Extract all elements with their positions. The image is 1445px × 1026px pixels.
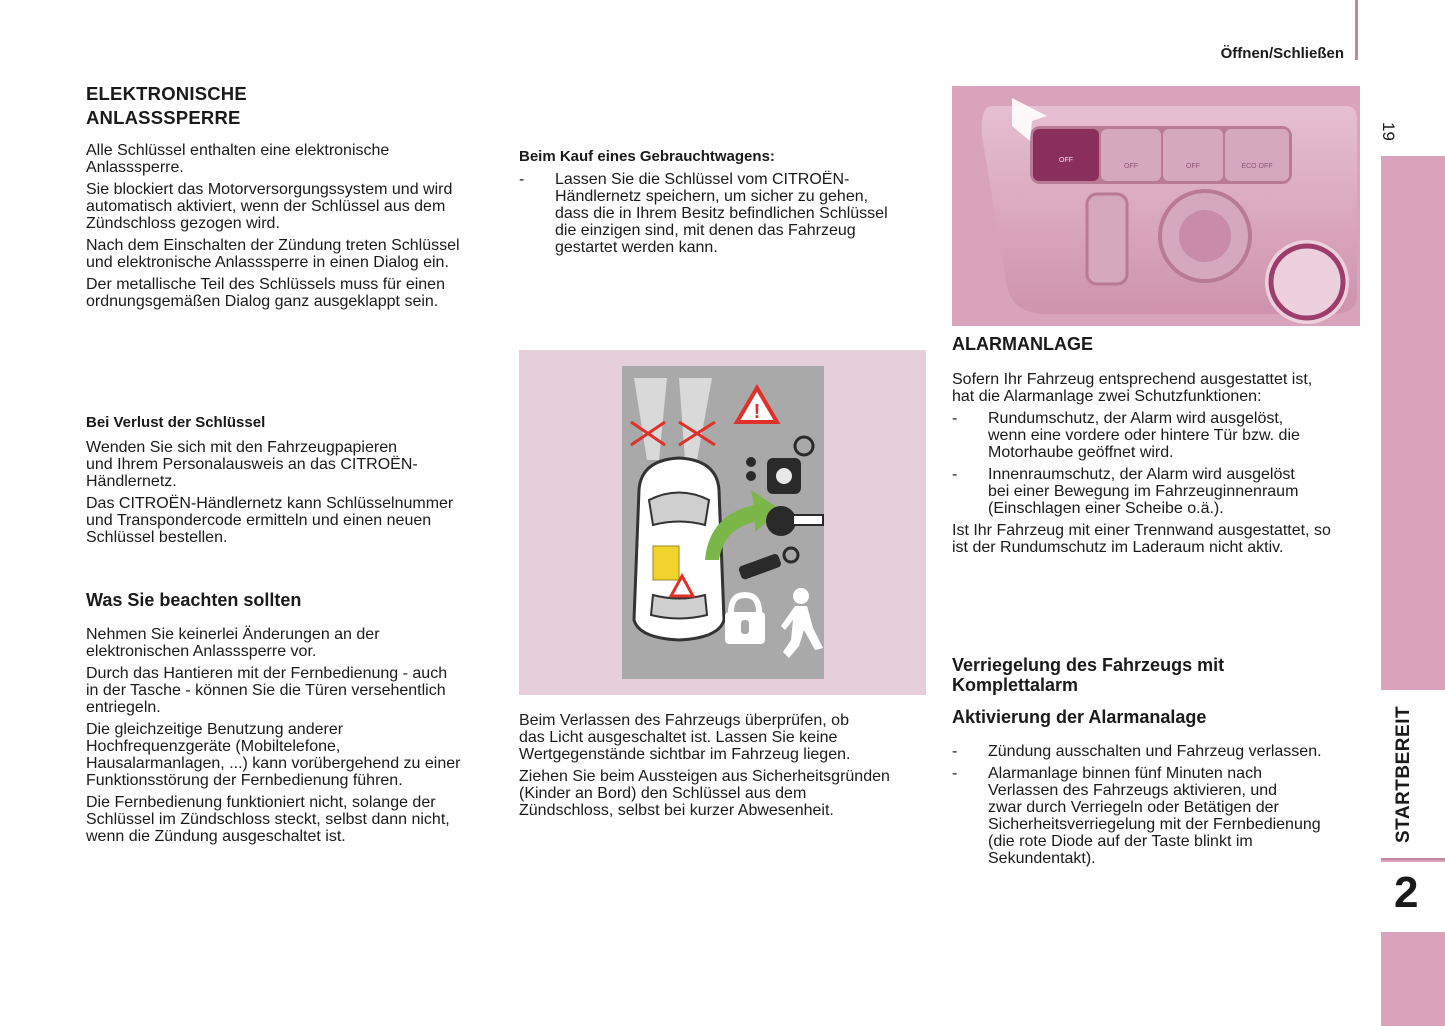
used-car-text: Lassen Sie die Schlüssel vom CITROËN- Händlernetz speichern, um sicher zu gehen, dass die in Ihrem Besitz befindlichen Schlüssel die einzigen sind, mit denen das Fahrzeug gestartet werden kann. [555,171,888,256]
key-loss-heading: Bei Verlust der Schlüssel [86,414,266,431]
leaving-paragraph: Ziehen Sie beim Aussteigen aus Sicherheitsgründen (Kinder an Bord) den Schlüssel aus dem Zündschloss, selbst bei kurzer Abwesenheit. [519,768,890,819]
activation-item [952,743,1362,760]
notes-paragraph: Die gleichzeitige Benutzung anderer Hochfrequenzgeräte (Mobiltelefone, Hausalarmanlagen, ...) kann vorübergehend zu einer Funktionsstörung der Fernbedienung führen. [86,721,461,789]
button-label-3: OFF [1186,163,1200,170]
alarm-section [952,334,1362,561]
immobilizer-heading: ELEKTRONISCHE ANLASSSPERRE [86,83,247,128]
manual-symbol-icon [1265,240,1349,324]
button-label-4: ECO OFF [1241,163,1273,170]
key-loss-paragraph: Das CITROËN-Händlernetz kann Schlüsselnummer und Transpondercode ermitteln und einen neuen Schlüssel bestellen. [86,495,454,546]
activation-item-text: Alarmanlage binnen fünf Minuten nach Verlassen des Fahrzeugs aktivieren, und zwar durch Verriegeln oder Betätigen der Sicherheitsverriegelung mit der Fernbedienung (die rote Diode auf der Taste blinkt im Sekundentakt). [988,765,1321,867]
headlamp-switch [1087,194,1127,284]
alarm-button-highlighted [1033,129,1099,181]
leaving-vehicle-section [519,712,929,824]
header-rule [1355,0,1358,60]
bullet-dash: - [519,171,525,188]
used-car-item [519,171,919,256]
svg-text:!: ! [753,401,761,423]
chapter-number: 2 [1394,868,1419,917]
car-exit-illustration [519,350,926,695]
activation-heading: Aktivierung der Alarmanalage [952,707,1207,727]
button-label-2: OFF [1124,163,1138,170]
alarm-item [952,466,1362,517]
intro-paragraph: Sie blockiert das Motorversorgungssystem und wird automatisch aktiviert, wenn der Schlüssel aus dem Zündschloss gezogen wird. [86,181,453,232]
intro-paragraph: Der metallische Teil des Schlüssels muss für einen ordnungsgemäßen Dialog ganz ausgeklappt sein. [86,276,445,310]
column-1 [86,82,496,315]
bullet-dash: - [952,743,958,760]
chapter-divider [1381,858,1445,860]
car-exit-svg [519,350,926,695]
page-number: 19 [1379,122,1398,141]
chapter-title: STARTBEREIT [1393,705,1414,843]
notes-heading: Was Sie beachten sollten [86,590,302,610]
bullet-dash: - [952,410,958,427]
safety-vest-icon [653,546,679,580]
console-panel-svg [952,86,1360,326]
alarm-heading: ALARMANLAGE [952,334,1093,354]
used-car-section [519,148,919,261]
alarm-item [952,410,1362,461]
notes-paragraph: Die Fernbedienung funktioniert nicht, solange der Schlüssel im Zündschloss steckt, selbst dann nicht, wenn die Zündung ausgeschaltet ist. [86,794,450,845]
bullet-dash: - [952,765,958,782]
notes-paragraph: Nehmen Sie keinerlei Änderungen an der elektronischen Anlasssperre vor. [86,626,380,660]
locking-heading: Verriegelung des Fahrzeugs mit Komplettalarm [952,655,1225,695]
button-label-1: OFF [1059,157,1073,164]
running-header-title: Öffnen/Schließen [1220,45,1344,62]
activation-item-text: Zündung ausschalten und Fahrzeug verlassen. [988,743,1322,760]
key-loss-paragraph: Wenden Sie sich mit den Fahrzeugpapieren und Ihrem Personalausweis an das CITROËN- Händlernetz. [86,439,418,490]
notes-section [86,590,496,850]
used-car-heading: Beim Kauf eines Gebrauchtwagens: [519,148,775,165]
alarm-item-text: Innenraumschutz, der Alarm wird ausgelöst bei einer Bewegung im Fahrzeuginnenraum (Einschlagen einer Scheibe o.ä.). [988,466,1299,517]
alarm-button-illustration [952,86,1360,326]
key-loss-section [86,414,496,551]
bullet-dash: - [952,466,958,483]
intro-paragraph: Alle Schlüssel enthalten eine elektronische Anlasssperre. [86,142,390,176]
alarm-outro: Ist Ihr Fahrzeug mit einer Trennwand ausgestattet, so ist der Rundumschutz im Laderaum nicht aktiv. [952,522,1331,556]
leaving-paragraph: Beim Verlassen des Fahrzeugs überprüfen, ob das Licht ausgeschaltet ist. Lassen Sie keine Wertgegenstände sichtbar im Fahrzeug liegen. [519,712,851,763]
alarm-item-text: Rundumschutz, der Alarm wird ausgelöst, wenn eine vordere oder hintere Tür bzw. die Motorhaube geöffnet wird. [988,410,1300,461]
locking-section [952,655,1362,872]
activation-item [952,765,1362,867]
alarm-intro: Sofern Ihr Fahrzeug entsprechend ausgestattet ist, hat die Alarmanlage zwei Schutzfunktionen: [952,371,1313,405]
intro-paragraph: Nach dem Einschalten der Zündung treten Schlüssel und elektronische Anlasssperre in einen Dialog ein. [86,237,460,271]
notes-paragraph: Durch das Hantieren mit der Fernbedienung - auch in der Tasche - können Sie die Türen versehentlich entriegeln. [86,665,448,716]
